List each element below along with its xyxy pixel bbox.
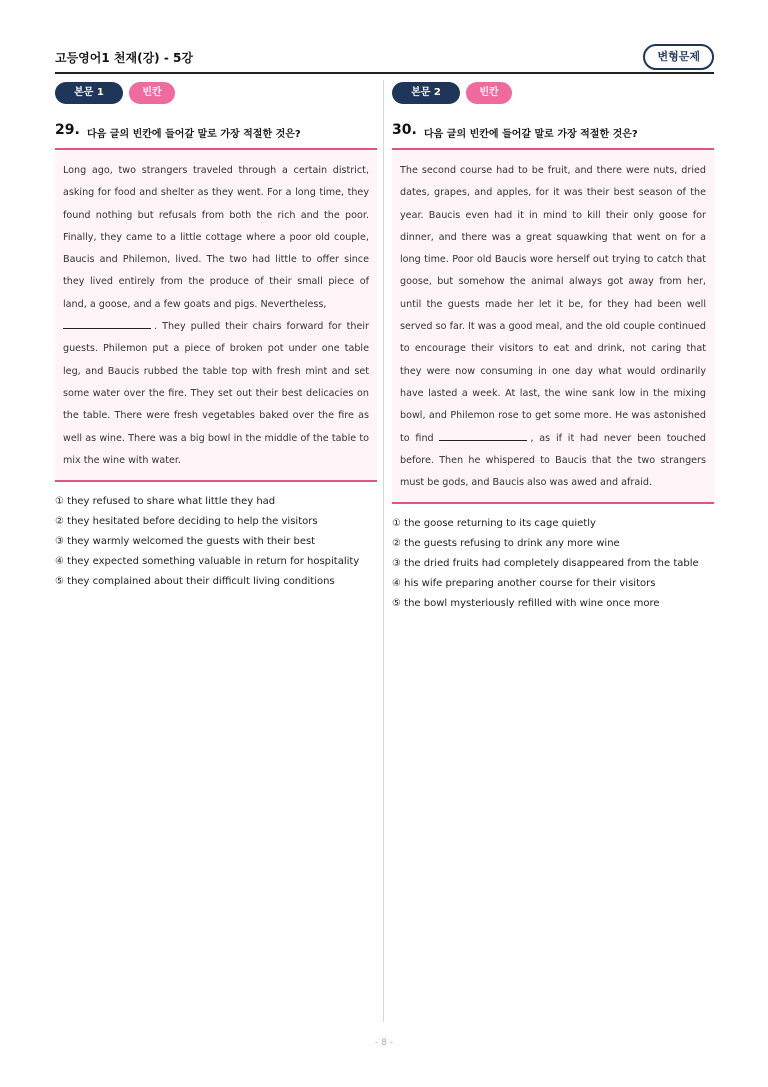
option-2[interactable]: ② the guests refusing to drink any more wine	[392, 538, 620, 549]
passage-tag: 본문 1	[55, 82, 123, 104]
option-4[interactable]: ④ they expected something valuable in return for hospitality	[55, 556, 360, 567]
option-3[interactable]: ③ they warmly welcomed the guests with their best	[55, 536, 316, 547]
option-4[interactable]: ④ his wife preparing another course for their visitors	[392, 578, 656, 589]
question-heading	[392, 122, 714, 146]
passage-tag: 본문 2	[392, 82, 460, 104]
document-title: 고등영어1 천재(강) - 5강	[55, 51, 193, 65]
question-prompt: 다음 글의 빈칸에 들어갈 말로 가장 적절한 것은?	[424, 129, 638, 140]
right-tags	[392, 82, 714, 106]
option-2[interactable]: ② they hesitated before deciding to help the visitors	[55, 516, 318, 527]
left-column	[55, 82, 377, 587]
passage-box	[55, 148, 377, 482]
variant-badge: 변형문제	[643, 44, 714, 70]
header-rule	[55, 72, 714, 74]
question-number: 29.	[55, 122, 80, 138]
question-number: 30.	[392, 122, 417, 138]
passage-text	[63, 160, 369, 472]
passage-after: , as if it had never been touched before. Then he whispered to Baucis that the two strangers must be gods, and Baucis also was awed and afraid.	[400, 432, 706, 489]
passage-before: Long ago, two strangers traveled through a certain district, asking for food and shelter as they went. For a long time, they found nothing but refusals from both the rich and the poor. Finally, they came to a little cottage where a poor old couple, Baucis and Philemon, lived. The two had little to offer since they lived entirely from the produce of their small piece of land, a goose, and a few goats and pigs. Nevertheless,	[63, 165, 369, 310]
answer-options	[392, 514, 714, 614]
option-1[interactable]: ① they refused to share what little they had	[55, 496, 276, 507]
question-type-tag: 빈칸	[466, 82, 512, 104]
passage-after: . They pulled their chairs forward for their guests. Philemon put a piece of broken pot under one table leg, and Baucis rubbed the table top with fresh mint and set some water over the fire. They set out their best delicacies on the table. There were fresh vegetables baked over the fire as well as wine. There was a big bowl in the middle of the table to mix the wine with water.	[63, 321, 369, 466]
page-number: - 8 -	[375, 1038, 393, 1048]
answer-blank	[63, 320, 151, 329]
option-5[interactable]: ⑤ they complained about their difficult living conditions	[55, 576, 335, 587]
passage-box	[392, 148, 714, 504]
passage-before: The second course had to be fruit, and there were nuts, dried dates, grapes, and apples, for it was their best season of the year. Baucis even had it in mind to kill their only goose for dinner, and there was a great squawking that went on for a long time. Poor old Baucis wore herself out trying to catch that goose, but somehow the animal always got away from her, until the guests made her let it be, for they had been well served so far. It was a good meal, and the old couple continued to encourage their visitors to eat and drink, not caring that they were now consuming in one day what would ordinarily have lasted a week. At last, the wine sank low in the mixing bowl, and Philemon rose to get some more. He was astonished to find	[400, 165, 706, 444]
left-tags	[55, 82, 377, 106]
answer-options	[55, 492, 377, 592]
passage-text	[400, 160, 706, 494]
question-type-tag: 빈칸	[129, 82, 175, 104]
option-1[interactable]: ① the goose returning to its cage quietly	[392, 518, 596, 529]
question-prompt: 다음 글의 빈칸에 들어갈 말로 가장 적절한 것은?	[87, 129, 301, 140]
answer-blank	[439, 432, 527, 441]
column-divider	[383, 80, 384, 1022]
option-3[interactable]: ③ the dried fruits had completely disappeared from the table	[392, 558, 699, 569]
page-header	[55, 44, 714, 74]
right-column	[392, 82, 714, 609]
question-heading	[55, 122, 377, 146]
option-5[interactable]: ⑤ the bowl mysteriously refilled with wine once more	[392, 598, 660, 609]
